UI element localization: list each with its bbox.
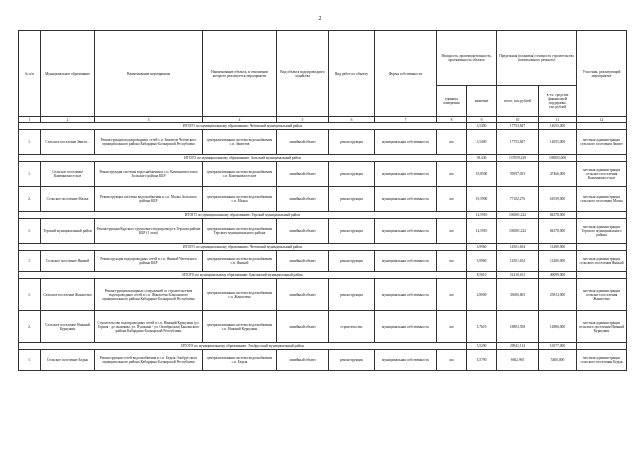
row-work-type: реконструкция: [329, 251, 375, 272]
row-num: 1.: [19, 219, 41, 244]
row-participant: местная администрация Терского муниципального района: [577, 219, 627, 244]
header-cost-support: в т.ч. средства финансовой поддержки, тыс.рублей: [539, 86, 577, 117]
row-participant: местная администрация сельского поселения Каменномостское: [577, 162, 627, 187]
section-total-cost: 20941,114: [497, 343, 539, 350]
section-total-row: [19, 272, 627, 279]
row-unit: км: [437, 350, 467, 371]
row-work-type: реконструкция: [329, 219, 375, 244]
row-unit: км: [437, 219, 467, 244]
section-total-label: ИТОГО по муниципальному образованию: Зольский муниципальный район: [19, 155, 467, 162]
index-cell: 6: [329, 117, 375, 123]
row-support: 5400,000: [539, 350, 577, 371]
row-object: централизованная система водоснабжения Терского муниципального района: [203, 219, 277, 244]
index-cell: 2: [41, 117, 95, 123]
row-work-type: реконструкция: [329, 187, 375, 212]
row-value: 3,5400: [467, 130, 497, 155]
row-ownership: муниципальная собственность: [375, 311, 437, 343]
index-cell: 8: [437, 117, 467, 123]
row-value: 5,7610: [467, 311, 497, 343]
page-number: 2: [318, 16, 322, 22]
row-cost: 77102,276: [497, 187, 539, 212]
section-total-value: 12,5910: [467, 212, 497, 219]
row-measure: Реконструкция водопроводных сетей в с.п. Яникой Чегемского района КБР: [95, 251, 203, 272]
row-cost: 14501,654: [497, 251, 539, 272]
row-support: 25813,000: [539, 279, 577, 311]
table-row: [19, 251, 627, 272]
row-num: 1.: [19, 251, 41, 272]
row-value: 2,8000: [467, 279, 497, 311]
table-row: [19, 219, 627, 244]
section-total-row: [19, 212, 627, 219]
row-ownership: муниципальная собственность: [375, 187, 437, 212]
row-unit: км: [437, 130, 467, 155]
row-cost: 17753,847: [497, 130, 539, 155]
row-num: 1.: [19, 350, 41, 371]
row-municipality: Сельское поселение Звягит...: [41, 130, 95, 155]
row-num: 2.: [19, 311, 41, 343]
section-total-support: 108505,000: [539, 155, 577, 162]
row-participant: местная администрация сельского поселения Бедык: [577, 350, 627, 371]
row-work-type: реконструкция: [329, 350, 375, 371]
table-row: [19, 311, 627, 343]
row-support: 14886,000: [539, 311, 577, 343]
row-work-type: реконструкция: [329, 279, 375, 311]
row-ownership: муниципальная собственность: [375, 279, 437, 311]
header-capacity: Мощность, производительность, протяженность объекта: [437, 31, 497, 86]
section-total-label: ИТОГО по муниципальному образованию: Баксанский муниципальный район: [19, 272, 467, 279]
row-measure: Реконструкция Курского группового водопровода в Терском районе КБР (1 этап): [95, 219, 203, 244]
section-total-row: [19, 123, 627, 130]
section-total-row: [19, 244, 627, 251]
row-unit: км: [437, 187, 467, 212]
row-num: 1.: [19, 130, 41, 155]
row-support: 61039,000: [539, 187, 577, 212]
section-total-row: [19, 343, 627, 350]
row-value: 3,9960: [467, 251, 497, 272]
index-cell: 5: [277, 117, 329, 123]
program-table: [18, 30, 627, 371]
row-object-type: линейный объект: [277, 162, 329, 187]
section-total-value: 5,5290: [467, 343, 497, 350]
row-municipality: Сельское поселение Нижний Куркужин: [41, 311, 95, 343]
table-row: [19, 130, 627, 155]
row-cost: 106581,222: [497, 219, 539, 244]
header-cost-total: всего, тыс.рублей: [497, 86, 539, 117]
row-unit: км: [437, 162, 467, 187]
section-total-support: 14055,000: [539, 123, 577, 130]
row-municipality: Сельское поселение Малка: [41, 187, 95, 212]
row-object-type: линейный объект: [277, 130, 329, 155]
row-object: централизованная система водоснабжения с.п. Бедык: [203, 350, 277, 371]
section-total-cost: 51410,161: [497, 272, 539, 279]
row-num: 2.: [19, 187, 41, 212]
row-object: централизованная система водоснабжения с.п. Каменномостское: [203, 162, 277, 187]
row-measure: Строительство водопроводных сетей в с.п. Нижний Куркужин (ул. Горная - до оканчива, ул. Пушкина - ул. Октябрьская) Баксанского района Кабардино-Балкарской Республики: [95, 311, 203, 343]
row-object: централизованная система водоснабжения с.п. Яникой: [203, 251, 277, 272]
row-object-type: линейный объект: [277, 279, 329, 311]
section-total-label: ИТОГО по муниципальному образованию: Чегемский муниципальный район: [19, 244, 467, 251]
header-object: Наименование объекта, в отношении которого реализуется мероприятие: [203, 31, 277, 117]
row-value: 3,5790: [467, 350, 497, 371]
section-total-row: [19, 155, 627, 162]
row-object-type: линейный объект: [277, 350, 329, 371]
row-participant: местная администрация сельского поселения Жанхотеко: [577, 279, 627, 311]
header-work-type: Вид работ по объекту: [329, 31, 375, 117]
index-cell: 4: [203, 117, 277, 123]
row-work-type: реконструкция: [329, 130, 375, 155]
row-cost: 18803,558: [497, 311, 539, 343]
section-total-support: 84378,000: [539, 212, 577, 219]
row-support: 11480,000: [539, 251, 577, 272]
header-municipality: Муниципальное образование: [41, 31, 95, 117]
row-support: 47466,000: [539, 162, 577, 187]
header-measure: Наименование мероприятия: [95, 31, 203, 117]
row-ownership: муниципальная собственность: [375, 130, 437, 155]
row-participant: местная администрация сельского поселения Яникой: [577, 251, 627, 272]
section-total-label: ИТОГО по муниципальному образованию: Эльбрусский муниципальный район: [19, 343, 467, 350]
section-total-cost: 106581,222: [497, 212, 539, 219]
header-value: значение: [467, 86, 497, 117]
row-participant: местная администрация сельского поселения Нижний Куркужин: [577, 311, 627, 343]
section-total-value: 3,9960: [467, 244, 497, 251]
row-object: централизованная система водоснабжения с.п. Звягитов: [203, 130, 277, 155]
row-num: 1.: [19, 162, 41, 187]
row-municipality: Сельское поселение Жанхотеко: [41, 279, 95, 311]
row-ownership: муниципальная собственность: [375, 251, 437, 272]
row-value: 12,5910: [467, 219, 497, 244]
row-cost: 33606,603: [497, 279, 539, 311]
section-total-value: 8,5610: [467, 272, 497, 279]
row-work-type: реконструкция: [329, 162, 375, 187]
table-row: [19, 187, 627, 212]
row-municipality: Сельское поселение Каменномостское: [41, 162, 95, 187]
row-measure: Реконструкция системы водоснабжения в с.п. Каменномостское Зольского района КБР: [95, 162, 203, 187]
index-cell: 9: [467, 117, 497, 123]
row-object: централизованная система водоснабжения с.п. Жанхотеко: [203, 279, 277, 311]
section-total-value: 39,440: [467, 155, 497, 162]
section-total-cost: 137059,229: [497, 155, 539, 162]
row-object: централизованная система водоснабжения с.п. Нижний Куркужин: [203, 311, 277, 343]
section-total-support: 40699,000: [539, 272, 577, 279]
row-object-type: линейный объект: [277, 219, 329, 244]
header-num: № п/п: [19, 31, 41, 117]
index-cell: 7: [375, 117, 437, 123]
header-object-type: Вид объекта водопроводного хозяйства: [277, 31, 329, 117]
index-cell: 10: [497, 117, 539, 123]
row-support: 14055,000: [539, 130, 577, 155]
section-total-cost: 17753,847: [497, 123, 539, 130]
row-unit: км: [437, 311, 467, 343]
row-ownership: муниципальная собственность: [375, 350, 437, 371]
row-support: 84378,000: [539, 219, 577, 244]
row-municipality: Терский муниципальный район: [41, 219, 95, 244]
row-object-type: линейный объект: [277, 251, 329, 272]
table-row: [19, 279, 627, 311]
table-row: [19, 350, 627, 371]
row-municipality: Сельское поселение Бедык: [41, 350, 95, 371]
row-unit: км: [437, 251, 467, 272]
row-ownership: муниципальная собственность: [375, 219, 437, 244]
section-total-support: 16577,000: [539, 343, 577, 350]
index-cell: 3: [95, 117, 203, 123]
header-cost: Предельная (плановая) стоимость строительства (капитального ремонта): [497, 31, 577, 86]
header-unit: единица измерения: [437, 86, 467, 117]
row-measure: Реконструкция системы водоснабжения в с.п. Малка Зольского района КБР: [95, 187, 203, 212]
row-unit: км: [437, 279, 467, 311]
row-object-type: линейный объект: [277, 311, 329, 343]
index-cell: 12: [577, 117, 627, 123]
header-row-1: [19, 31, 627, 86]
header-participant: Участник, реализующий мероприятие: [577, 31, 627, 117]
row-object: централизованная система водоснабжения с.п. Малка: [203, 187, 277, 212]
row-object-type: линейный объект: [277, 187, 329, 212]
header-ownership: Форма собственности: [375, 31, 437, 117]
row-cost: 59957,053: [497, 162, 539, 187]
row-participant: местная администрация сельского поселения Малка: [577, 187, 627, 212]
row-num: 1.: [19, 279, 41, 311]
row-participant: местная администрация сельского поселения Звягит: [577, 130, 627, 155]
section-total-value: 3,5400: [467, 123, 497, 130]
row-value: 19,8500: [467, 162, 497, 187]
row-measure: Реконструкция напорных сооружений со строительством водопроводных сетей в с.п. Жанхотеко Баксанского муниципального района Кабардино-Балкарской Республики: [95, 279, 203, 311]
row-value: 19,5900: [467, 187, 497, 212]
section-total-label: ИТОГО по муниципальному образованию: Чегемский муниципальный район: [19, 123, 467, 130]
section-total-label: ИТОГО по муниципальному образованию: Терский муниципальный район: [19, 212, 467, 219]
row-municipality: Сельское поселение Яникой: [41, 251, 95, 272]
row-work-type: строительство: [329, 311, 375, 343]
table-row: [19, 162, 627, 187]
row-ownership: муниципальная собственность: [375, 162, 437, 187]
index-cell: 11: [539, 117, 577, 123]
row-cost: 6602,965: [497, 350, 539, 371]
section-total-support: 11480,000: [539, 244, 577, 251]
row-measure: Реконструкция водопроводных сетей с.п. Звягитов Чегемского муниципального района Кабардино-Балкарской Республики: [95, 130, 203, 155]
index-cell: 1: [19, 117, 41, 123]
row-measure: Реконструкция сетей водоснабжения в с.п. Бедык Эльбрусского муниципального района Кабардино-Балкарской Республики: [95, 350, 203, 371]
section-total-cost: 14501,654: [497, 244, 539, 251]
